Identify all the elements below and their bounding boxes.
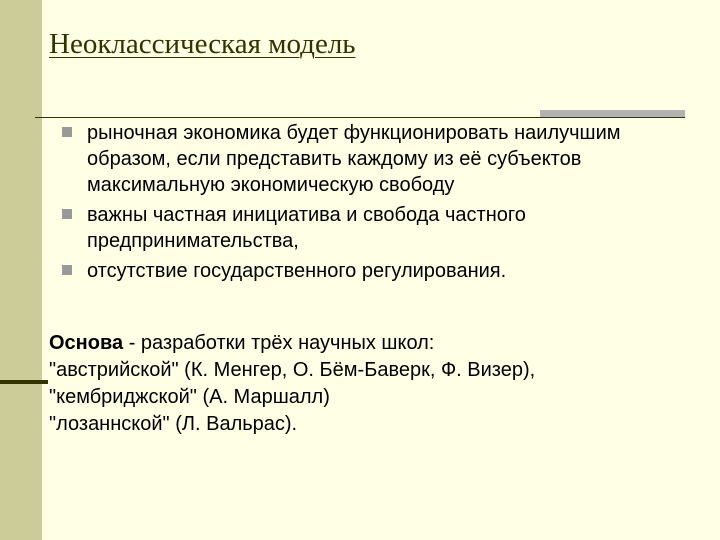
bullet-text: важны частная инициатива и свобода частного предпринимательства, [87, 204, 526, 252]
square-bullet-icon [62, 127, 72, 137]
bullet-list [62, 120, 702, 288]
school-line: "австрийской" (К. Менгер, О. Бём-Баверк, Ф. Визер), [49, 359, 536, 381]
bullet-item [62, 120, 702, 198]
basis-heading-line [49, 330, 709, 357]
bullet-text: отсутствие государственного регулирования. [87, 260, 507, 282]
title-divider [35, 117, 685, 118]
left-decorative-stripe [0, 0, 42, 540]
bullet-item [62, 258, 702, 284]
bullet-text: рыночная экономика будет функционировать наилучшим образом, если представить каждому из её субъектов максимальную экономическую свободу [87, 122, 621, 196]
basis-text: - разработки трёх научных школ: [123, 332, 435, 354]
basis-label: Основа [49, 332, 124, 354]
bullet-item [62, 202, 702, 254]
stripe-accent-line [0, 380, 48, 384]
slide-title: Неоклассическая модель [49, 28, 356, 60]
school-line: "лозаннской" (Л. Вальрас). [49, 413, 298, 435]
title-rule-accent [540, 110, 685, 117]
basis-paragraph [49, 330, 709, 438]
square-bullet-icon [62, 265, 72, 275]
square-bullet-icon [62, 209, 72, 219]
school-line: "кембриджской" (А. Маршалл) [49, 386, 330, 408]
